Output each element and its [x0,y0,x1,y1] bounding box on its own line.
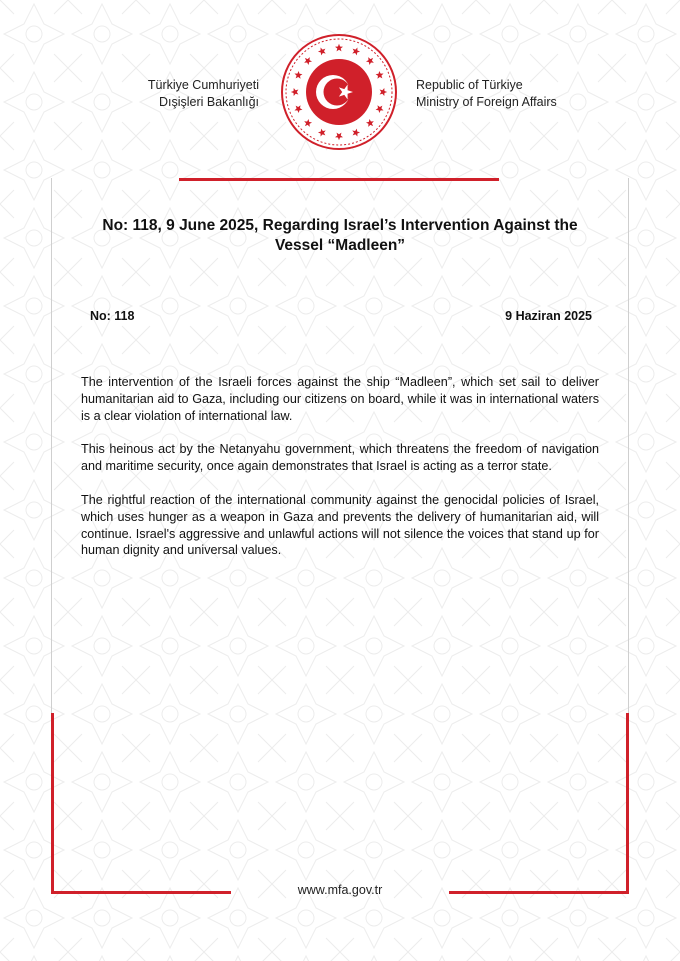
document-number: No: 118 [90,309,135,323]
header-right-line1: Republic of Türkiye [416,78,523,92]
footer-website-link[interactable]: www.mfa.gov.tr [297,883,383,897]
ministry-name-turkish [148,77,259,111]
header-right-line2: Ministry of Foreign Affairs [416,95,557,109]
document-body [81,374,599,576]
ministry-name-english [416,77,557,111]
paragraph: The intervention of the Israeli forces against the ship “Madleen”, which set sail to deliver humanitarian aid to Gaza, including our citizens on board, while it was in international waters is a clear violation of international law. [81,375,599,423]
header-left-line1: Türkiye Cumhuriyeti [147,78,259,92]
frame-right-accent [626,713,629,894]
document-date: 9 Haziran 2025 [505,309,592,323]
ministry-seal-icon [280,33,398,151]
frame-top-accent [179,178,499,181]
header-left-line2: Dışişleri Bakanlığı [158,95,259,109]
paragraph: This heinous act by the Netanyahu government, which threatens the freedom of navigation and maritime security, once again demonstrates that Israel is acting as a terror state. [81,442,599,474]
frame-left-accent [51,713,54,894]
document-title: No: 118, 9 June 2025, Regarding Israel’s Intervention Against the Vessel “Madleen” [102,217,578,254]
paragraph: The rightful reaction of the international community against the genocidal policies of Israel, which uses hunger as a weapon in Gaza and prevents the delivery of humanitarian aid, will continue. Israel's aggressive and unlawful actions will not silence the voices that stand up for human dignity and universal values. [81,492,599,558]
